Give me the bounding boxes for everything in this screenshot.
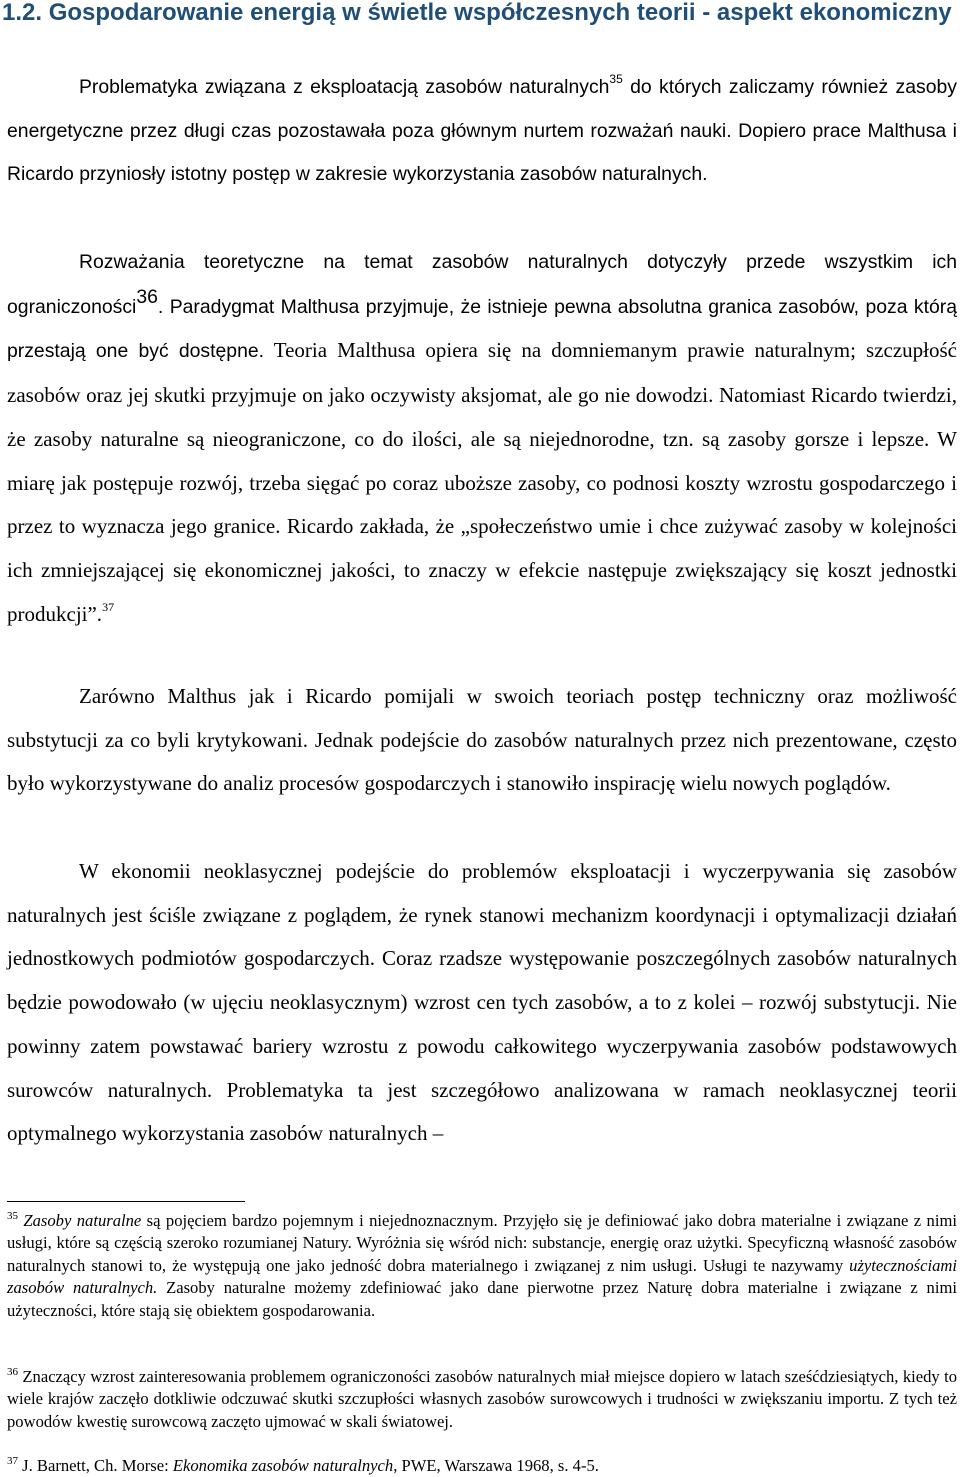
footnote-35-number: 35 xyxy=(7,1210,18,1222)
footnote-35-term-2: użytecznościami zasobów naturalnych. xyxy=(7,1255,957,1298)
paragraph-3: Zarówno Malthus jak i Ricardo pomijali w swoich teoriach postęp techniczny oraz możliwość substytucji za co byli krytykowani. Jednak podejście do zasobów naturalnych przez nich prezentowane, często było wykorzystywane do analiz procesów gospodarczych i stanowiło inspirację wielu nowych poglądów. xyxy=(7,684,957,796)
paragraph-4: W ekonomii neoklasycznej podejście do problemów eksploatacji i wyczerpywania się zasobów naturalnych jest ściśle związane z poglądem, że rynek stanowi mechanizm koordynacji i optymalizacji działań jednostkowych podmiotów gospodarczych. Coraz rzadsze występowanie poszczególnych zasobów naturalnych będzie powodowało (w ujęciu neoklasycznym) wzrost cen tych zasobów, a to z kolei – rozwój substytucji. Nie powinny zatem powstawać bariery wzrostu z powodu całkowitego wyczerpywania zasobów podstawowych surowców naturalnych. Problematyka ta jest szczegółowo analizowana w ramach neoklasycznej teorii optymalnego wykorzystania zasobów naturalnych – xyxy=(7,859,957,1146)
paragraph-1-text-a: Problematyka związana z eksploatacją zasobów naturalnych xyxy=(79,76,610,98)
footnote-ref-36[interactable]: 36 xyxy=(136,285,158,308)
paragraph-2-text-e: W miarę jak postępuje rozwój, trzeba sięgać po coraz uboższe zasoby, co podnosi koszty wzrostu gospodarczego i przez to wyznacza jego granice. Ricardo zakłada, że „społeczeństwo umie i chce zużywać zasoby w kolejności ich zmniejszającej się ekonomicznej jakości, to znaczy w efekcie następuje zwiększający się koszt jednostki produkcji”. xyxy=(7,426,957,626)
footnote-37-text-1: J. Barnett, Ch. Morse: xyxy=(18,1456,173,1475)
paragraph-1 xyxy=(7,66,957,197)
paragraph-2-text-b: . Paradygmat Malthusa przyjmuje, że istnieje pewna absolutna granica zasobów, poza którą przestają one być dostępne. xyxy=(7,295,957,363)
footnote-separator xyxy=(7,1201,245,1202)
section-heading: 1.2. Gospodarowanie energią w świetle współczesnych teorii - aspekt ekonomiczny xyxy=(2,0,952,26)
footnote-37-number: 37 xyxy=(7,1455,18,1467)
footnote-35-text-2: Zasoby naturalne możemy zdefiniować jako dane pierwotne przez Naturę dobra materialne i związane z nimi użyteczności, które stają się obiektem gospodarowania. xyxy=(7,1278,957,1320)
footnote-35 xyxy=(7,1210,957,1322)
paragraph-2-text-c: Teoria Malthusa opiera się na domniemanym prawie naturalnym; szczupłość zasobów oraz jej skutki przyjmuje on jako oczywisty aksjomat, ale go nie dowodzi. xyxy=(7,338,957,408)
paragraph-2 xyxy=(7,240,957,636)
footnote-ref-37[interactable]: 37 xyxy=(102,599,115,614)
footnote-37-title: Ekonomika zasobów naturalnych xyxy=(172,1456,394,1475)
footnote-36 xyxy=(7,1366,957,1433)
footnote-37 xyxy=(7,1455,957,1477)
paragraph-2-text-a: Rozważania teoretyczne na temat zasobów naturalnych dotyczyły przede wszystkim ich ograniczoności xyxy=(7,251,957,318)
footnote-37-text-2: , PWE, Warszawa 1968, s. 4-5. xyxy=(393,1456,599,1475)
paragraph-2-text-d: Natomiast Ricardo twierdzi, że zasoby naturalne są nieograniczone, co do ilości, ale są niejednorodne, tzn. są zasoby gorsze i lepsze. xyxy=(7,383,957,451)
footnote-36-number: 36 xyxy=(7,1366,18,1378)
paragraph-1-text-b: do których zaliczamy również zasoby energetyczne przez długi czas pozostawała poza głównym nurtem rozważań nauki. Dopiero prace Malthusa i Ricardo przyniosły istotny postęp w zakresie wykorzystania zasobów naturalnych. xyxy=(7,76,957,186)
footnote-35-text-1: są pojęciem bardzo pojemnym i niejednoznacznym. Przyjęło się je definiować jako dobra materialne i związane z nimi usługi, które są częścią szeroko rozumianej Natury. Wyróżnia się wśród nich: substancje, energię oraz użytki. Specyficzną własność zasobów naturalnych stanowi to, że występują one jako jedność dobra materialnego i związanej z nim usługi. Usługi te nazywamy xyxy=(7,1211,957,1275)
footnote-36-text: Znaczący wzrost zainteresowania problemem ograniczoności zasobów naturalnych miał miejsce dopiero w latach sześćdziesiątych, kiedy to wiele krajów zaczęło dotkliwie odczuwać skutki szczupłości własnych zasobów surowcowych i trudności w zwiększaniu importu. Z tych też powodów kwestię surowcową zaczęto ujmować w skali światowej. xyxy=(7,1367,957,1431)
footnote-35-term: Zasoby naturalne xyxy=(23,1211,142,1230)
footnote-ref-35[interactable]: 35 xyxy=(609,72,623,86)
